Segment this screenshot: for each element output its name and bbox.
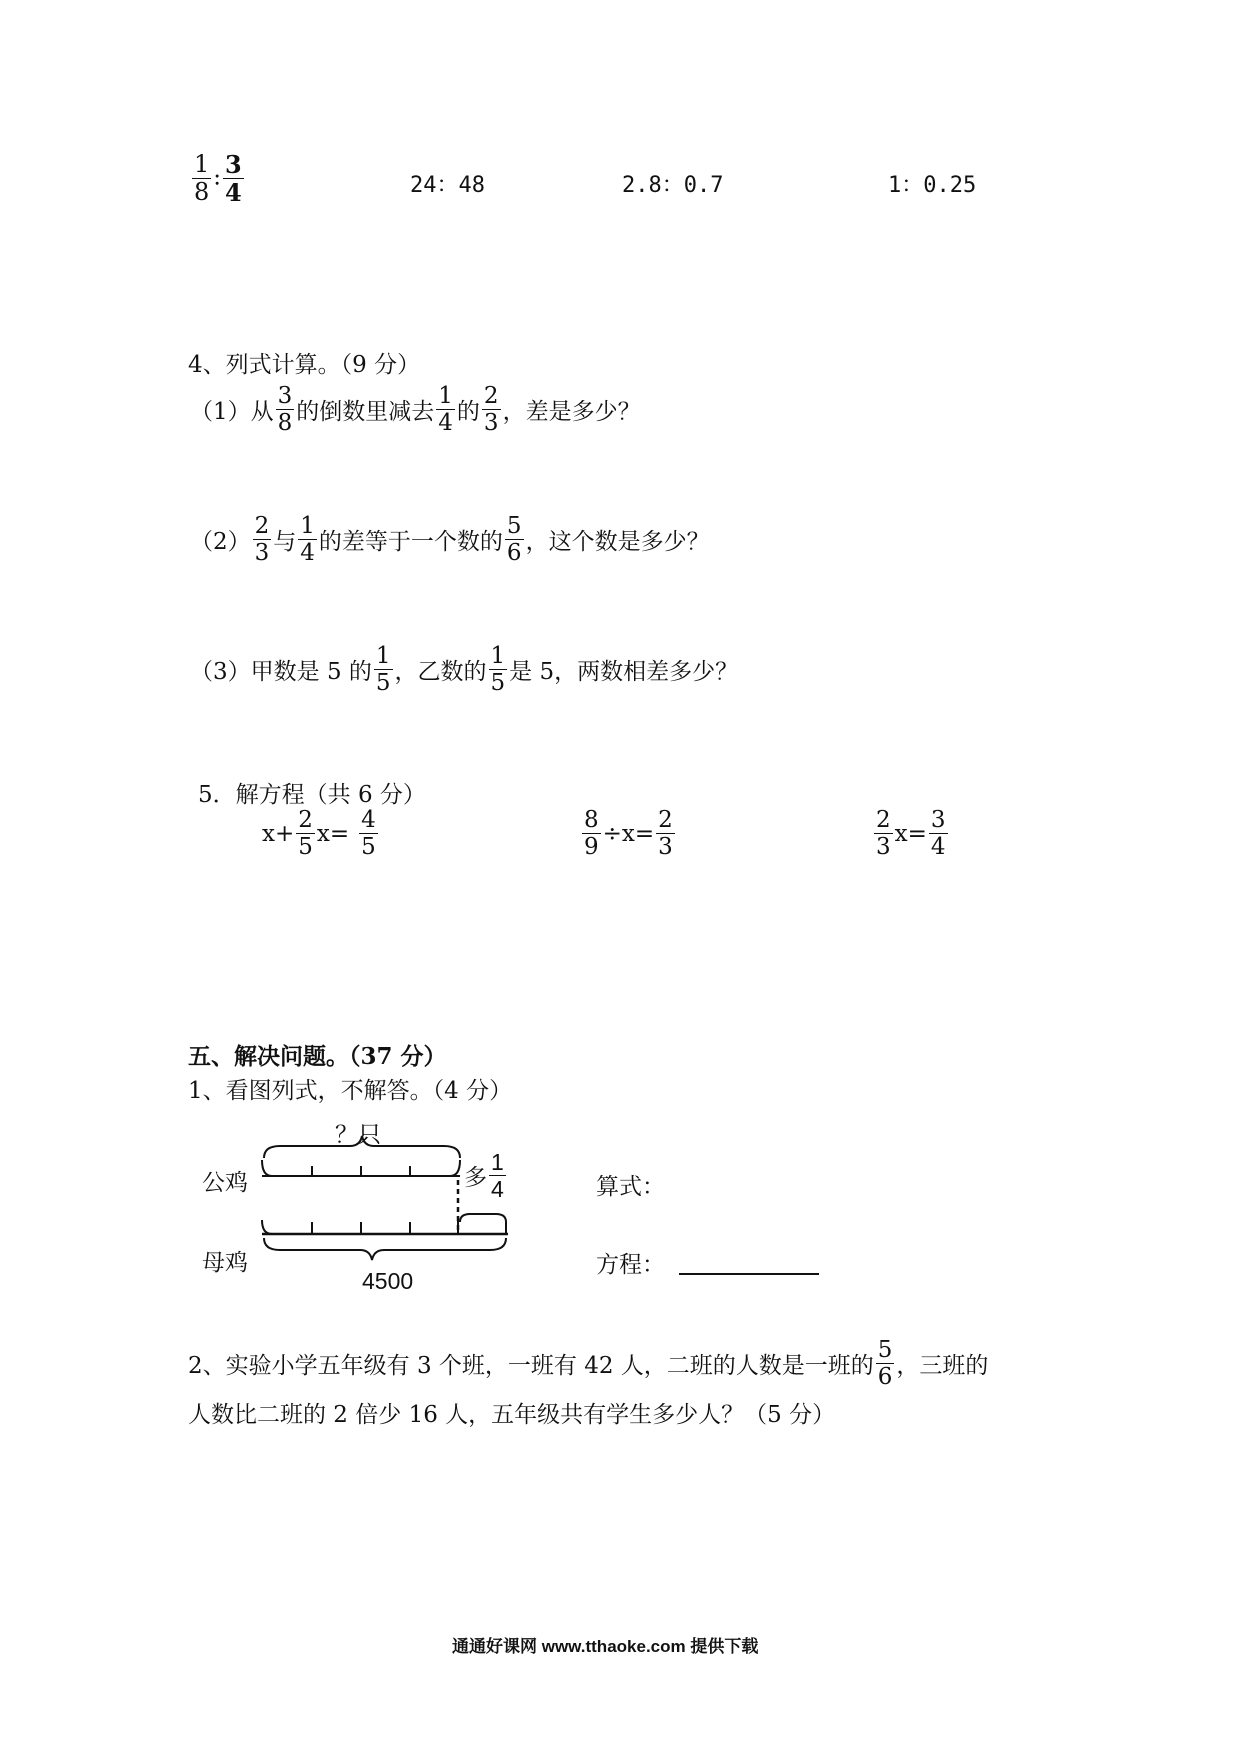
q4-item-2-mid2: 的差等于一个数的 (318, 529, 503, 556)
ratio-1-a-num: 1 (194, 150, 210, 178)
q5-eq-1 (262, 808, 380, 859)
q4-item-2-f2-num: 1 (300, 513, 315, 539)
footer-credit: 通通好课网 www.tthaoke.com 提供下载 (452, 1637, 759, 1656)
q5-eq-2-mid: ÷x= (602, 820, 655, 847)
q4-item-1-mid2: 的 (456, 399, 480, 426)
diagram-question: ？只 (335, 1121, 381, 1147)
section-5-title: 五、解决问题。（37 分） (188, 1043, 447, 1070)
q5-eq-1-f2-den: 5 (361, 834, 376, 861)
q5-eq-3-f1-den: 3 (876, 834, 891, 861)
diagram-more (464, 1150, 508, 1201)
q5-eq-2 (580, 808, 677, 859)
q4-item-1-f3-den: 3 (483, 410, 499, 437)
q4-item-2-f2-den: 4 (300, 540, 315, 567)
q5-eq-2-f1-num: 8 (584, 807, 599, 833)
q4-item-2-f1-den: 3 (254, 540, 270, 567)
equation-label: 方程： (596, 1251, 665, 1277)
p2-line1-post: ，三班的 (896, 1353, 989, 1380)
q5-eq-2-f2-den: 3 (658, 834, 673, 861)
hen-brace (264, 1238, 506, 1260)
ratio-1 (190, 150, 246, 208)
diagram-more-num: 1 (491, 1149, 504, 1175)
p2-frac-num: 5 (877, 1337, 893, 1363)
q5-eq-1-f1-num: 2 (298, 807, 313, 833)
hen-label: 母鸡 (202, 1249, 248, 1275)
q4-item-1-f1-num: 3 (277, 383, 293, 409)
ratio-1-b-num: 3 (225, 150, 242, 179)
q4-item-2-f3-num: 5 (506, 513, 522, 539)
q5-eq-2-f1-den: 9 (584, 834, 599, 861)
q4-item-1-suffix: ，差是多少？ (502, 399, 641, 426)
q4-item-1-f2-den: 4 (438, 410, 453, 437)
q5-eq-3-f1-num: 2 (876, 807, 891, 833)
formula-label: 算式： (596, 1173, 665, 1199)
q4-item-1 (190, 384, 641, 435)
q4-item-3-f1-den: 5 (375, 670, 391, 697)
diagram-total: 4500 (362, 1268, 414, 1294)
section-5-p1-title: 1、看图列式，不解答。（4 分） (188, 1078, 513, 1104)
q5-eq-1-f1-den: 5 (298, 834, 313, 861)
q4-item-3 (190, 644, 738, 695)
q4-item-3-mid1: ，乙数的 (394, 659, 487, 686)
q4-item-1-f3-num: 2 (483, 383, 499, 409)
q4-item-2-prefix: （2） (190, 529, 251, 556)
q4-item-1-f1-den: 8 (277, 410, 293, 437)
equation-row (596, 1246, 819, 1279)
ratio-2: 24：48 (410, 173, 485, 198)
q4-item-1-f2-num: 1 (438, 383, 453, 409)
ratio-1-sep: : (213, 164, 222, 191)
ratio-1-b-den: 4 (225, 178, 242, 208)
rooster-label: 公鸡 (202, 1169, 248, 1195)
q4-item-1-prefix: （1）从 (190, 399, 274, 426)
q4-item-2 (190, 514, 710, 565)
q4-title: 4、列式计算。（9 分） (188, 352, 421, 378)
hen-bar-left-end (262, 1220, 272, 1234)
q4-item-2-f3-den: 6 (506, 540, 522, 567)
q4-item-3-suffix: 是 5，两数相差多少？ (509, 659, 739, 686)
rooster-bar-left-end (262, 1160, 272, 1176)
q4-item-2-f1-num: 2 (254, 513, 270, 539)
rooster-bar-right-end (450, 1160, 460, 1176)
section-5-p2-line1 (188, 1338, 988, 1389)
diagram-more-label: 多 (464, 1164, 487, 1191)
q4-item-3-f1-num: 1 (375, 643, 391, 669)
section-5-p2-line2: 人数比二班的 2 倍少 16 人，五年级共有学生多少人？（5 分） (188, 1402, 836, 1428)
q5-eq-3-f2-num: 3 (930, 807, 946, 833)
q4-item-3-f2-den: 5 (490, 670, 506, 697)
q5-eq-3-mid: x= (894, 820, 927, 847)
q5-eq-1-pre: x+ (262, 820, 295, 847)
p2-line1-pre: 2、实验小学五年级有 3 个班，一班有 42 人，二班的人数是一班的 (188, 1353, 874, 1380)
q5-eq-3 (872, 808, 950, 859)
q5-eq-2-f2-num: 2 (658, 807, 673, 833)
q4-item-1-mid1: 的倒数里减去 (296, 399, 435, 426)
q5-eq-1-mid: x= (316, 820, 350, 847)
ratio-3: 2.8：0.7 (622, 173, 724, 198)
extra-bracket (460, 1214, 506, 1234)
diagram-more-den: 4 (491, 1176, 504, 1203)
q4-item-3-f2-num: 1 (490, 643, 506, 669)
q5-title: 5．解方程（共 6 分） (198, 782, 426, 808)
q4-item-3-prefix: （3）甲数是 5 的 (190, 659, 372, 686)
q4-item-2-suffix: ，这个数是多少？ (525, 529, 710, 556)
ratio-1-a-den: 8 (194, 178, 210, 207)
equation-blank (679, 1251, 819, 1275)
q5-eq-1-f2-num: 4 (361, 807, 376, 833)
q4-item-2-mid1: 与 (273, 529, 297, 556)
q5-eq-3-f2-den: 4 (930, 834, 946, 861)
ratio-4: 1：0.25 (888, 173, 977, 198)
p2-frac-den: 6 (877, 1364, 893, 1391)
